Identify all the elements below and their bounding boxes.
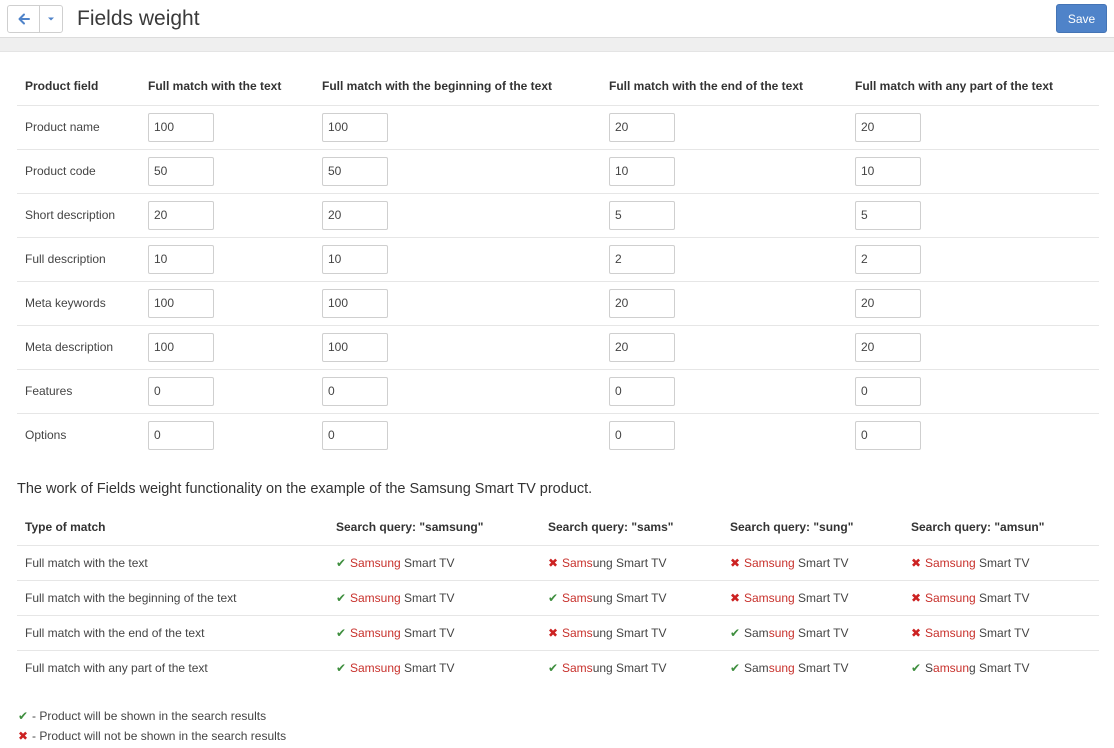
cross-icon: ✖ [730,555,741,570]
table-row [17,580,1099,615]
weight-input[interactable] [855,245,921,274]
history-dropdown-button[interactable] [40,6,62,32]
match-result-cell [328,545,540,580]
match-result-cell [540,650,722,685]
weight-input[interactable] [322,113,388,142]
weight-input[interactable] [148,377,214,406]
check-icon: ✔ [548,590,559,605]
weight-input[interactable] [609,289,675,318]
query-highlight: Sams [562,625,593,640]
weight-input[interactable] [609,421,675,450]
query-highlight: Samsung [350,625,401,640]
check-icon: ✔ [730,660,741,675]
weight-input[interactable] [148,333,214,362]
query-highlight: Samsung [744,555,795,570]
product-name-suffix: Smart TV [400,625,455,640]
product-name-prefix: Sam [744,660,769,675]
check-icon: ✔ [336,625,347,640]
product-field-label: Meta keywords [17,281,140,325]
save-button[interactable]: Save [1056,4,1107,33]
match-result-cell [328,580,540,615]
weight-cell [847,369,1099,413]
weight-input[interactable] [855,201,921,230]
query-highlight: Samsung [925,590,976,605]
weight-cell [601,369,847,413]
weight-cell [601,413,847,457]
cross-icon: ✖ [911,590,922,605]
match-result-cell [540,545,722,580]
match-result-cell [722,650,903,685]
weight-cell [601,325,847,369]
check-icon: ✔ [18,709,29,723]
product-field-label: Short description [17,193,140,237]
product-field-label: Product name [17,105,140,149]
weight-input[interactable] [322,377,388,406]
weight-input[interactable] [609,333,675,362]
weight-input[interactable] [609,201,675,230]
weight-cell [601,281,847,325]
weight-cell [314,369,601,413]
product-name-suffix: Smart TV [975,555,1030,570]
weight-cell [314,105,601,149]
page-title: Fields weight [77,7,200,30]
legend-not-shown [18,728,286,748]
product-field-label: Options [25,428,67,443]
weight-input[interactable] [148,245,214,274]
table-row [17,413,1099,457]
weight-input[interactable] [855,333,921,362]
product-name-suffix: Smart TV [794,555,849,570]
cross-icon: ✖ [730,590,741,605]
match-type-label: Full match with any part of the text [25,660,208,675]
table-row [17,105,1099,149]
match-result-cell [903,545,1099,580]
top-bar [0,0,1114,38]
check-icon: ✔ [548,660,559,675]
weight-input[interactable] [855,377,921,406]
column-header: Type of match [17,510,328,545]
match-type-label: Full match with the text [17,545,328,580]
weight-cell [140,237,314,281]
cross-icon: ✖ [18,729,29,743]
weight-input[interactable] [609,377,675,406]
weight-cell [314,237,601,281]
column-header: Search query: "sams" [540,510,722,545]
caret-down-icon [47,16,55,22]
query-highlight: Sams [562,555,593,570]
weight-cell [601,105,847,149]
query-highlight: Sams [562,660,593,675]
product-field-label: Features [17,369,140,413]
cross-icon: ✖ [911,625,922,640]
match-result-cell [540,615,722,650]
weight-cell [314,325,601,369]
weight-cell [314,413,601,457]
weight-cell [140,149,314,193]
product-name-prefix: Sam [744,625,769,640]
example-section-title: The work of Fields weight functionality on the example of the Samsung Smart TV product. [17,481,593,497]
query-highlight: Samsung [925,625,976,640]
cross-icon: ✖ [548,625,559,640]
query-highlight: sung [768,625,795,640]
table-row [17,545,1099,580]
query-highlight: Sams [562,590,593,605]
weight-input[interactable] [322,333,388,362]
legend-shown-text: - Product will be shown in the search results [32,709,267,723]
weight-input[interactable] [609,157,675,186]
column-header: Full match with any part of the text [847,68,1099,105]
back-button[interactable] [8,6,40,32]
cross-icon: ✖ [548,555,559,570]
match-example-table [17,510,1099,685]
weight-cell [140,281,314,325]
table-row [17,237,1099,281]
product-name-suffix: Smart TV [400,590,455,605]
product-name-suffix: Smart TV [794,660,849,675]
weight-cell [140,369,314,413]
arrow-left-icon [18,13,30,25]
product-name-suffix: Smart TV [400,660,455,675]
weight-input[interactable] [609,113,675,142]
match-result-cell [903,615,1099,650]
table-header-row [17,510,1099,545]
legend [18,708,286,748]
check-icon: ✔ [336,590,347,605]
match-result-cell [903,580,1099,615]
legend-not-shown-text: - Product will not be shown in the search results [32,729,287,743]
weight-cell [601,149,847,193]
product-name-suffix: ung Smart TV [592,660,667,675]
product-name-suffix: ung Smart TV [592,555,667,570]
check-icon: ✔ [730,625,741,640]
weight-input[interactable] [322,157,388,186]
weight-input[interactable] [855,157,921,186]
weight-cell [314,149,601,193]
check-icon: ✔ [336,555,347,570]
product-name-suffix: Smart TV [975,590,1030,605]
weight-cell [847,325,1099,369]
check-icon: ✔ [911,660,922,675]
product-name-suffix: Smart TV [400,555,455,570]
product-name-suffix: Smart TV [794,590,849,605]
match-result-cell [722,580,903,615]
product-name-suffix: ung Smart TV [592,590,667,605]
weight-input[interactable] [322,201,388,230]
table-row [17,193,1099,237]
table-row [17,325,1099,369]
cross-icon: ✖ [911,555,922,570]
weight-input[interactable] [855,421,921,450]
weight-cell [847,105,1099,149]
table-row [17,650,1099,685]
weight-cell [847,237,1099,281]
column-header: Search query: "amsun" [903,510,1099,545]
match-result-cell [903,650,1099,685]
weight-input[interactable] [855,113,921,142]
column-header: Full match with the text [140,68,314,105]
weight-input[interactable] [148,113,214,142]
check-icon: ✔ [336,660,347,675]
column-header: Product field [17,68,140,105]
match-result-cell [540,580,722,615]
weight-cell [847,413,1099,457]
query-highlight: sung [768,660,795,675]
weight-input[interactable] [148,289,214,318]
product-name-suffix: Smart TV [794,625,849,640]
weight-cell [847,149,1099,193]
query-highlight: Samsung [925,555,976,570]
weight-cell [140,413,314,457]
product-name-suffix: g Smart TV [969,660,1030,675]
weight-cell [601,237,847,281]
match-type-label: Full match with the end of the text [17,615,328,650]
table-row [17,149,1099,193]
header-divider [0,38,1114,52]
match-result-cell [328,650,540,685]
query-highlight: Samsung [350,590,401,605]
back-button-group [7,5,63,33]
weight-cell [140,105,314,149]
weight-cell [314,281,601,325]
column-header: Search query: "sung" [722,510,903,545]
weight-cell [140,325,314,369]
match-result-cell [722,615,903,650]
product-name-suffix: Smart TV [975,625,1030,640]
match-result-cell [722,545,903,580]
match-type-label: Full match with the beginning of the text [17,580,328,615]
product-field-label: Full description [17,237,140,281]
weight-input[interactable] [148,421,214,450]
product-field-label: Meta description [17,325,140,369]
weight-input[interactable] [322,421,388,450]
query-highlight: Samsung [744,590,795,605]
weight-cell [847,281,1099,325]
column-header: Full match with the end of the text [601,68,847,105]
weight-input[interactable] [855,289,921,318]
product-field-label: Product code [17,149,140,193]
query-highlight: Samsung [350,555,401,570]
product-name-suffix: ung Smart TV [592,625,667,640]
weight-input[interactable] [148,157,214,186]
table-row [17,369,1099,413]
table-header-row [17,68,1099,105]
query-highlight: Samsung [350,660,401,675]
table-row [17,281,1099,325]
match-result-cell [328,615,540,650]
table-row [17,615,1099,650]
weight-cell [314,193,601,237]
product-name-prefix: S [925,660,934,675]
weight-cell [140,193,314,237]
weight-input[interactable] [322,289,388,318]
weight-input[interactable] [609,245,675,274]
weight-input[interactable] [148,201,214,230]
fields-weight-table [17,68,1099,457]
query-highlight: amsun [933,660,970,675]
weight-input[interactable] [322,245,388,274]
column-header: Full match with the beginning of the text [314,68,601,105]
column-header: Search query: "samsung" [328,510,540,545]
weight-cell [601,193,847,237]
weight-cell [847,193,1099,237]
legend-shown [18,708,286,728]
